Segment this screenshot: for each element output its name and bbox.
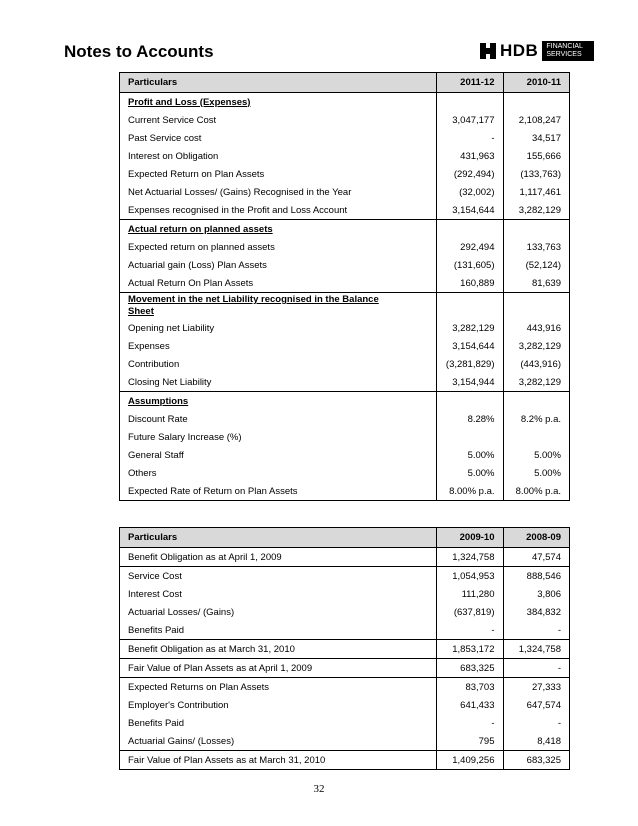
row-label: Benefits Paid <box>128 624 184 636</box>
row-label: Service Cost <box>128 570 182 582</box>
value-year-1 <box>437 93 504 112</box>
value-year-2: 34,517 <box>503 129 570 147</box>
table-row <box>120 274 570 293</box>
table-row <box>120 428 570 446</box>
table-row <box>120 567 570 586</box>
row-label: Expenses <box>128 340 170 352</box>
value-year-1: 160,889 <box>437 274 504 293</box>
value-year-2: 47,574 <box>503 548 570 567</box>
section-heading: Movement in the net Liability recognised in the Balance Sheet <box>128 294 379 317</box>
value-year-2: 8,418 <box>503 732 570 751</box>
value-year-1: 3,154,644 <box>437 337 504 355</box>
table-row <box>120 355 570 373</box>
value-year-2: 5.00% <box>503 464 570 482</box>
value-year-2: 133,763 <box>503 238 570 256</box>
row-label: Benefit Obligation as at March 31, 2010 <box>128 643 295 655</box>
value-year-2 <box>503 93 570 112</box>
row-label: Future Salary Increase (%) <box>128 431 242 443</box>
value-year-1: - <box>437 129 504 147</box>
value-year-1: (292,494) <box>437 165 504 183</box>
row-label: Interest on Obligation <box>128 150 219 162</box>
value-year-1: (131,605) <box>437 256 504 274</box>
row-label: Employer's Contribution <box>128 699 229 711</box>
row-label: Actual Return On Plan Assets <box>128 277 254 289</box>
table-row <box>120 93 570 112</box>
row-label: Interest Cost <box>128 588 182 600</box>
logo-name: HDB <box>500 41 539 60</box>
value-year-1 <box>437 293 504 320</box>
value-year-2: 8.2% p.a. <box>503 410 570 428</box>
table-row <box>120 183 570 201</box>
value-year-1: 292,494 <box>437 238 504 256</box>
value-year-1: 3,154,644 <box>437 201 504 220</box>
table-row <box>120 659 570 678</box>
table-row <box>120 256 570 274</box>
value-year-2: (443,916) <box>503 355 570 373</box>
row-label: Others <box>128 467 157 479</box>
section-heading: Profit and Loss (Expenses) <box>128 96 251 108</box>
value-year-2: 1,324,758 <box>503 640 570 659</box>
value-year-2: 2,108,247 <box>503 111 570 129</box>
value-year-1: 8.28% <box>437 410 504 428</box>
table-row <box>120 751 570 770</box>
value-year-2: (52,124) <box>503 256 570 274</box>
value-year-2: 3,282,129 <box>503 201 570 220</box>
row-label: General Staff <box>128 449 184 461</box>
table-row <box>120 621 570 640</box>
table-row <box>120 111 570 129</box>
logo-tagline-1: FINANCIAL <box>546 43 583 50</box>
value-year-2 <box>503 428 570 446</box>
row-label: Benefits Paid <box>128 717 184 729</box>
header-year-2: 2008-09 <box>503 528 570 548</box>
table-row <box>120 696 570 714</box>
value-year-1: 1,054,953 <box>437 567 504 586</box>
company-logo <box>480 40 594 62</box>
page-title: Notes to Accounts <box>64 42 214 61</box>
table-row <box>120 640 570 659</box>
value-year-1: (637,819) <box>437 603 504 621</box>
row-label: Expected Return on Plan Assets <box>128 168 265 180</box>
row-label: Expected Returns on Plan Assets <box>128 681 269 693</box>
value-year-1: 3,154,944 <box>437 373 504 392</box>
value-year-1 <box>437 428 504 446</box>
value-year-1: 641,433 <box>437 696 504 714</box>
table-row <box>120 129 570 147</box>
logo-tagline <box>542 41 594 61</box>
table-header-row <box>120 528 570 548</box>
row-label: Opening net Liability <box>128 322 215 334</box>
value-year-1: 1,324,758 <box>437 548 504 567</box>
value-year-1: (3,281,829) <box>437 355 504 373</box>
value-year-1: 5.00% <box>437 464 504 482</box>
value-year-2: 27,333 <box>503 678 570 697</box>
table-row <box>120 201 570 220</box>
value-year-1: 3,282,129 <box>437 319 504 337</box>
table-row <box>120 319 570 337</box>
value-year-2: (133,763) <box>503 165 570 183</box>
logo-tagline-2: SERVICES <box>546 51 582 58</box>
table-row <box>120 446 570 464</box>
row-label: Discount Rate <box>128 413 188 425</box>
row-label: Actuarial Losses/ (Gains) <box>128 606 235 618</box>
table-row <box>120 714 570 732</box>
value-year-2: 647,574 <box>503 696 570 714</box>
value-year-2: 3,282,129 <box>503 373 570 392</box>
page-number: 32 <box>313 783 325 795</box>
value-year-2: 81,639 <box>503 274 570 293</box>
table-row <box>120 165 570 183</box>
value-year-2: 683,325 <box>503 751 570 770</box>
logo-mark-icon <box>480 43 496 59</box>
value-year-1: (32,002) <box>437 183 504 201</box>
table-row <box>120 678 570 697</box>
table-row <box>120 373 570 392</box>
row-label: Closing Net Liability <box>128 376 212 388</box>
table-header-row <box>120 73 570 93</box>
row-label: Expected Rate of Return on Plan Assets <box>128 485 298 497</box>
value-year-1: 795 <box>437 732 504 751</box>
gratuity-table-2010 <box>119 527 570 770</box>
value-year-1 <box>437 392 504 411</box>
table-row <box>120 548 570 567</box>
value-year-1: 431,963 <box>437 147 504 165</box>
table-row <box>120 464 570 482</box>
table-row <box>120 337 570 355</box>
value-year-1: 683,325 <box>437 659 504 678</box>
table-row <box>120 603 570 621</box>
value-year-2: - <box>503 659 570 678</box>
table-row <box>120 293 570 320</box>
value-year-1: 3,047,177 <box>437 111 504 129</box>
gratuity-table-2011 <box>119 72 570 501</box>
value-year-2: - <box>503 621 570 640</box>
header-year-1: 2011-12 <box>437 73 504 93</box>
value-year-2: 1,117,461 <box>503 183 570 201</box>
value-year-2 <box>503 220 570 239</box>
table-row <box>120 585 570 603</box>
value-year-1 <box>437 220 504 239</box>
section-heading: Actual return on planned assets <box>128 223 273 235</box>
row-label: Fair Value of Plan Assets as at April 1, 2009 <box>128 662 313 674</box>
row-label: Benefit Obligation as at April 1, 2009 <box>128 551 282 563</box>
table-row <box>120 410 570 428</box>
value-year-1: 1,409,256 <box>437 751 504 770</box>
table-row <box>120 482 570 501</box>
row-label: Net Actuarial Losses/ (Gains) Recognised in the Year <box>128 186 352 198</box>
value-year-2: 8.00% p.a. <box>503 482 570 501</box>
value-year-2: 3,282,129 <box>503 337 570 355</box>
row-label: Actuarial Gains/ (Losses) <box>128 735 235 747</box>
value-year-2: 155,666 <box>503 147 570 165</box>
value-year-2 <box>503 392 570 411</box>
table-row <box>120 238 570 256</box>
value-year-1: - <box>437 621 504 640</box>
value-year-1: 83,703 <box>437 678 504 697</box>
row-label: Contribution <box>128 358 180 370</box>
row-label: Expenses recognised in the Profit and Loss Account <box>128 204 348 216</box>
value-year-1: 8.00% p.a. <box>437 482 504 501</box>
section-heading: Assumptions <box>128 395 189 407</box>
header-particulars: Particulars <box>120 528 437 548</box>
value-year-2: 3,806 <box>503 585 570 603</box>
value-year-1: 111,280 <box>437 585 504 603</box>
row-label: Past Service cost <box>128 132 202 144</box>
row-label: Expected return on planned assets <box>128 241 275 253</box>
value-year-2 <box>503 293 570 320</box>
table-row <box>120 732 570 751</box>
table-row <box>120 147 570 165</box>
header-year-2: 2010-11 <box>503 73 570 93</box>
row-label: Actuarial gain (Loss) Plan Assets <box>128 259 267 271</box>
value-year-2: - <box>503 714 570 732</box>
table-row <box>120 392 570 411</box>
table-row <box>120 220 570 239</box>
value-year-2: 384,832 <box>503 603 570 621</box>
value-year-1: 5.00% <box>437 446 504 464</box>
value-year-1: 1,853,172 <box>437 640 504 659</box>
header-particulars: Particulars <box>120 73 437 93</box>
header-year-1: 2009-10 <box>437 528 504 548</box>
value-year-2: 443,916 <box>503 319 570 337</box>
value-year-1: - <box>437 714 504 732</box>
value-year-2: 888,546 <box>503 567 570 586</box>
row-label: Current Service Cost <box>128 114 217 126</box>
row-label: Fair Value of Plan Assets as at March 31, 2010 <box>128 754 326 766</box>
value-year-2: 5.00% <box>503 446 570 464</box>
